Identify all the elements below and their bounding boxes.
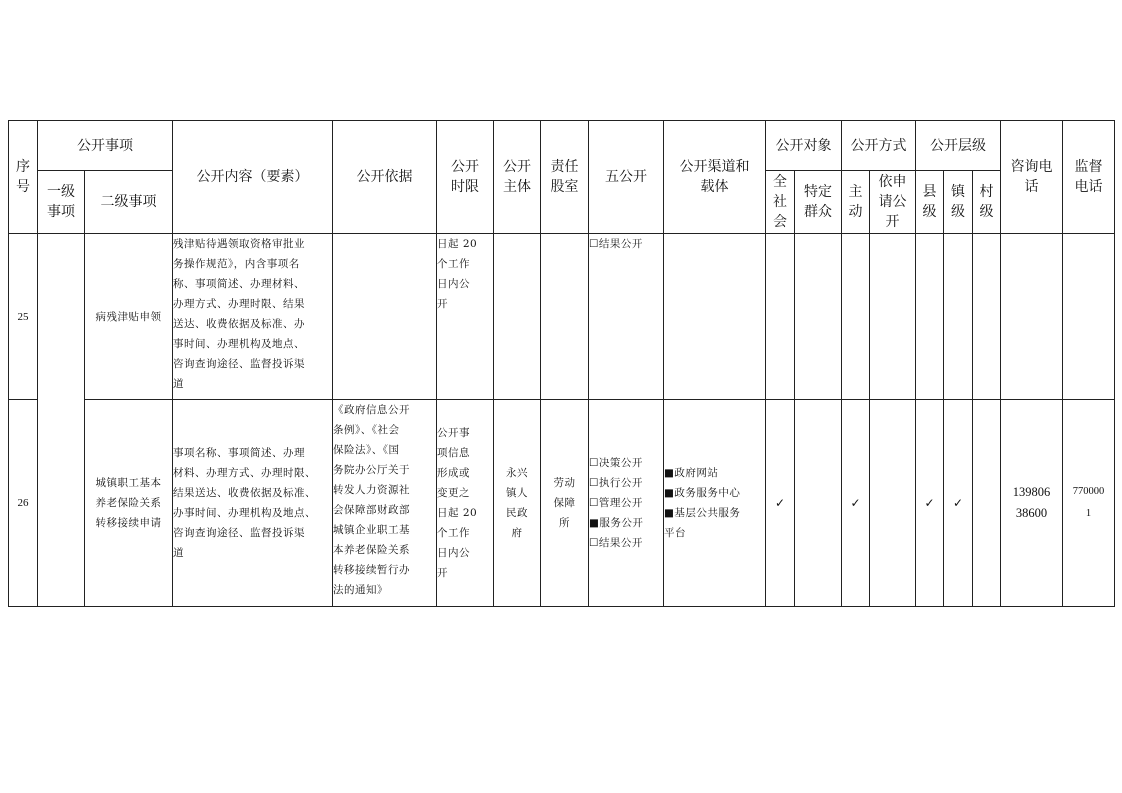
header-basis: 公开依据 bbox=[333, 121, 437, 234]
header-content: 公开内容（要素） bbox=[173, 121, 333, 234]
row-subject bbox=[494, 234, 541, 400]
disclosure-table bbox=[8, 120, 1115, 607]
row-audience-specific bbox=[795, 400, 842, 607]
row-level1-merged bbox=[38, 234, 85, 607]
row-consult-phone bbox=[1001, 234, 1063, 400]
row-content: 残津贴待遇领取资格审批业 务操作规范》，内含事项名 称、事项简述、办理材料、 办理方式、办理时限、结果 送达、收费依据及标准、办 事时间、办理机构及地点、 咨询查询途径、监督投诉渠 道 bbox=[173, 234, 333, 400]
row-basis: 《政府信息公开 条例》、《社会 保险法》、《国 务院办公厅关于 转发人力资源社 会保障部财政部 城镇企业职工基 本养老保险关系 转移接续暂行办 法的通知》 bbox=[333, 400, 437, 607]
header-method-group: 公开方式 bbox=[842, 121, 916, 171]
header-item-group: 公开事项 bbox=[38, 121, 173, 171]
row-basis bbox=[333, 234, 437, 400]
header-five-open: 五公开 bbox=[589, 121, 664, 234]
row-level2: 城镇职工基本 养老保险关系 转移接续申请 bbox=[85, 400, 173, 607]
header-audience-specific: 特定 群众 bbox=[795, 171, 842, 234]
header-subject: 公开 主体 bbox=[494, 121, 541, 234]
row-channel bbox=[664, 234, 766, 400]
header-channel: 公开渠道和 载体 bbox=[664, 121, 766, 234]
row-content: 事项名称、事项简述、办理 材料、办理方式、办理时限、 结果送达、收费依据及标准、 办事时间、办理机构及地点、 咨询查询途径、监督投诉渠 道 bbox=[173, 400, 333, 607]
row-level-county: ✓ bbox=[916, 400, 944, 607]
header-row-1 bbox=[9, 121, 1115, 171]
row-five-open: ☐结果公开 bbox=[589, 234, 664, 400]
header-level-town: 镇 级 bbox=[944, 171, 973, 234]
row-level-county bbox=[916, 234, 944, 400]
header-time-limit: 公开 时限 bbox=[437, 121, 494, 234]
row-supervise-phone bbox=[1063, 234, 1115, 400]
header-supervise-phone: 监督 电话 bbox=[1063, 121, 1115, 234]
header-office: 责任 股室 bbox=[541, 121, 589, 234]
header-method-request: 依申 请公 开 bbox=[870, 171, 916, 234]
row-subject: 永兴 镇人 民政 府 bbox=[494, 400, 541, 607]
row-five-open: ☐决策公开 ☐执行公开 ☐管理公开 ■服务公开 ☐结果公开 bbox=[589, 400, 664, 607]
row-supervise-phone: 770000 1 bbox=[1063, 400, 1115, 607]
row-consult-phone: 139806 38600 bbox=[1001, 400, 1063, 607]
row-channel: ■政府网站 ■政务服务中心 ■基层公共服务 平台 bbox=[664, 400, 766, 607]
row-level-town bbox=[944, 234, 973, 400]
row-level2: 病残津贴申领 bbox=[85, 234, 173, 400]
row-audience-all: ✓ bbox=[766, 400, 795, 607]
row-time-limit: 公开事 项信息 形成或 变更之 日起 20 个工作 日内公 开 bbox=[437, 400, 494, 607]
header-level-county: 县 级 bbox=[916, 171, 944, 234]
row-seq: 25 bbox=[9, 234, 38, 400]
row-level-town: ✓ bbox=[944, 400, 973, 607]
row-audience-specific bbox=[795, 234, 842, 400]
header-level-village: 村 级 bbox=[973, 171, 1001, 234]
header-audience-group: 公开对象 bbox=[766, 121, 842, 171]
row-office: 劳动 保障 所 bbox=[541, 400, 589, 607]
row-method-active bbox=[842, 234, 870, 400]
row-seq: 26 bbox=[9, 400, 38, 607]
row-level-village bbox=[973, 234, 1001, 400]
row-method-active: ✓ bbox=[842, 400, 870, 607]
header-level1: 一级 事项 bbox=[38, 171, 85, 234]
table-row bbox=[9, 400, 1115, 607]
header-method-active: 主 动 bbox=[842, 171, 870, 234]
row-audience-all bbox=[766, 234, 795, 400]
header-audience-all: 全 社 会 bbox=[766, 171, 795, 234]
header-level2: 二级事项 bbox=[85, 171, 173, 234]
table-row bbox=[9, 234, 1115, 400]
row-office bbox=[541, 234, 589, 400]
row-time-limit: 日起 20 个工作 日内公 开 bbox=[437, 234, 494, 400]
row-level-village bbox=[973, 400, 1001, 607]
header-seq: 序 号 bbox=[9, 121, 38, 234]
header-level-group: 公开层级 bbox=[916, 121, 1001, 171]
row-method-request bbox=[870, 400, 916, 607]
header-consult-phone: 咨询电 话 bbox=[1001, 121, 1063, 234]
row-method-request bbox=[870, 234, 916, 400]
